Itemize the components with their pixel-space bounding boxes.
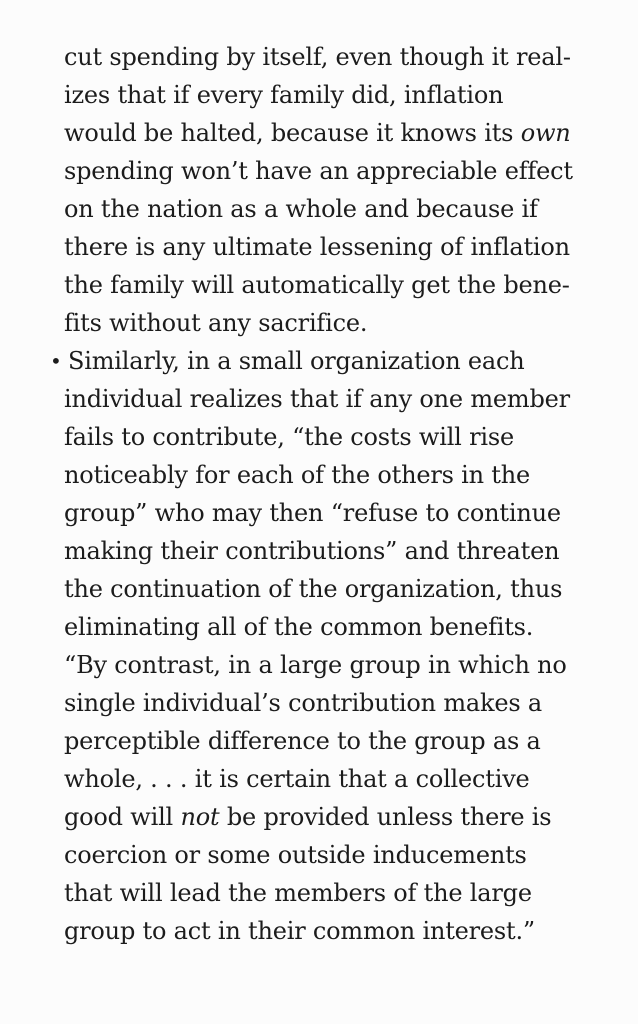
italic-emphasis: own: [520, 119, 571, 147]
italic-emphasis: not: [180, 803, 220, 831]
text-line: the family will automatically get the bene-: [64, 271, 570, 299]
text-line: cut spending by itself, even though it real-: [64, 43, 571, 71]
text-line: [64, 798, 551, 836]
text-line: izes that if every family did, inflation: [64, 81, 504, 109]
text-line: coercion or some outside inducements: [64, 841, 527, 869]
text-line: fits without any sacrifice.: [64, 309, 368, 337]
text-line: “By contrast, in a large group in which no: [64, 651, 567, 679]
text-segment: be provided unless there is: [219, 803, 552, 831]
text-line: [64, 114, 571, 152]
text-line: individual realizes that if any one member: [64, 385, 570, 413]
text-line: that will lead the members of the large: [64, 879, 532, 907]
text-line: on the nation as a whole and because if: [64, 195, 538, 223]
text-line: fails to contribute, “the costs will rise: [64, 423, 514, 451]
text-line: there is any ultimate lessening of inflation: [64, 233, 570, 261]
text-segment: good will: [64, 803, 181, 831]
text-line: group to act in their common interest.”: [64, 917, 535, 945]
text-line: whole, . . . it is certain that a collective: [64, 765, 530, 793]
text-line: perceptible difference to the group as a: [64, 727, 541, 755]
text-line: single individual’s contribution makes a: [64, 689, 542, 717]
bullet-marker: •: [50, 349, 62, 373]
text-line: spending won’t have an appreciable effect: [64, 157, 573, 185]
text-line: making their contributions” and threaten: [64, 537, 560, 565]
text-line: Similarly, in a small organization each: [68, 347, 525, 375]
text-line: eliminating all of the common benefits.: [64, 613, 534, 641]
text-line: noticeably for each of the others in the: [64, 461, 531, 489]
text-line: group” who may then “refuse to continue: [64, 499, 561, 527]
text-line: the continuation of the organization, thus: [64, 575, 563, 603]
text-segment: would be halted, because it knows its: [64, 119, 521, 147]
